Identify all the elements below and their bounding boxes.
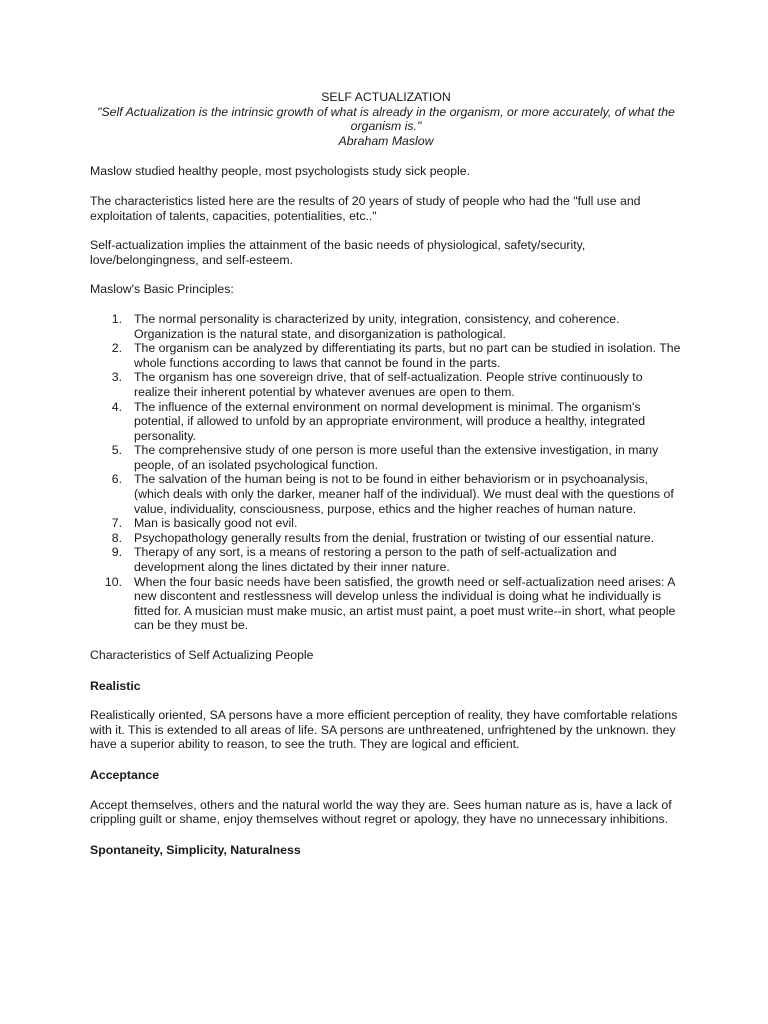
list-item-text: The normal personality is characterized by unity, integration, consistency, and coherence. Organization is the natural state, and disorganization is pathological. xyxy=(134,311,620,341)
list-item-text: Psychopathology generally results from the denial, frustration or twisting of our essential nature. xyxy=(134,530,655,545)
list-item-text: Man is basically good not evil. xyxy=(134,516,298,531)
list-item-number: 1. xyxy=(111,311,122,326)
list-item xyxy=(90,341,682,370)
list-item-number: 4. xyxy=(111,399,122,414)
list-item-number: 10. xyxy=(104,574,122,589)
list-item-text: Therapy of any sort, is a means of restoring a person to the path of self-actualization and development along the lines dictated by their inner nature. xyxy=(134,545,617,575)
list-item xyxy=(90,312,682,341)
epigraph-author: Abraham Maslow xyxy=(338,133,434,148)
characteristics-heading: Characteristics of Self Actualizing People xyxy=(90,648,314,662)
list-item-number: 3. xyxy=(111,370,122,385)
list-item-number: 9. xyxy=(111,545,122,560)
list-item xyxy=(90,575,682,633)
section-heading-realistic: Realistic xyxy=(90,678,141,693)
list-item xyxy=(90,472,682,516)
list-item-number: 8. xyxy=(111,530,122,545)
document-page xyxy=(90,90,682,857)
list-item-number: 7. xyxy=(111,516,122,531)
list-item-number: 6. xyxy=(111,472,122,487)
list-item-number: 2. xyxy=(111,341,122,356)
intro-paragraph-3: Self-actualization implies the attainment of the basic needs of physiological, safety/security, love/belongingness, and self-esteem. xyxy=(90,238,586,267)
intro-paragraph-2: The characteristics listed here are the results of 20 years of study of people who had the "full use and exploitation of talents, capacities, potentialities, etc.." xyxy=(90,193,641,223)
document-header xyxy=(90,90,682,148)
section-text-realistic: Realistically oriented, SA persons have a more efficient perception of reality, they have comfortable relations with it. This is extended to all areas of life. SA persons are unthreatened, unfrightened by the unknown. they have a superior ability to reason, to see the truth. They are logical and efficient. xyxy=(90,708,678,752)
list-item xyxy=(90,400,682,444)
section-heading-spontaneity: Spontaneity, Simplicity, Naturalness xyxy=(90,842,301,857)
epigraph-quote: "Self Actualization is the intrinsic growth of what is already in the organism, or more accurately, of what the organism is." xyxy=(97,104,675,134)
list-item xyxy=(90,516,682,531)
document-title: SELF ACTUALIZATION xyxy=(321,90,451,104)
section-heading-acceptance: Acceptance xyxy=(90,767,160,782)
list-item-text: The influence of the external environment on normal development is minimal. The organism's potential, if allowed to unfold by an appropriate environment, will produce a healthy, integrated personality. xyxy=(134,399,646,443)
list-item-text: The organism has one sovereign drive, that of self-actualization. People strive continuously to realize their inherent potential by whatever avenues are open to them. xyxy=(134,370,643,399)
list-item-text: The comprehensive study of one person is more useful than the extensive investigation, in many people, of an isolated psychological function. xyxy=(134,443,659,472)
list-item xyxy=(90,370,682,399)
list-item xyxy=(90,443,682,472)
section-text-acceptance: Accept themselves, others and the natural world the way they are. Sees human nature as is, have a lack of crippling guilt or shame, enjoy themselves without regret or apology, they have no unnecessary inhibitions. xyxy=(90,797,672,827)
principles-heading: Maslow's Basic Principles: xyxy=(90,282,234,297)
list-item-text: The organism can be analyzed by differentiating its parts, but no part can be studied in isolation. The whole functions according to laws that cannot be found in the parts. xyxy=(134,341,681,370)
list-item-text: When the four basic needs have been satisfied, the growth need or self-actualization need arises: A new discontent and restlessness will develop unless the individual is doing what he individually is fitted for. A musician must make music, an artist must paint, a poet must write--in short, what people can be they must be. xyxy=(134,574,676,633)
intro-paragraph-1: Maslow studied healthy people, most psychologists study sick people. xyxy=(90,164,471,179)
list-item xyxy=(90,545,682,574)
principles-list xyxy=(90,312,682,633)
list-item-number: 5. xyxy=(111,443,122,458)
list-item-text: The salvation of the human being is not to be found in either behaviorism or in psychoanalysis, (which deals with only the darker, meaner half of the individual). We must deal with the questions of value, individuality, consciousness, purpose, ethics and the higher reaches of human nature. xyxy=(134,472,674,516)
list-item xyxy=(90,531,682,546)
